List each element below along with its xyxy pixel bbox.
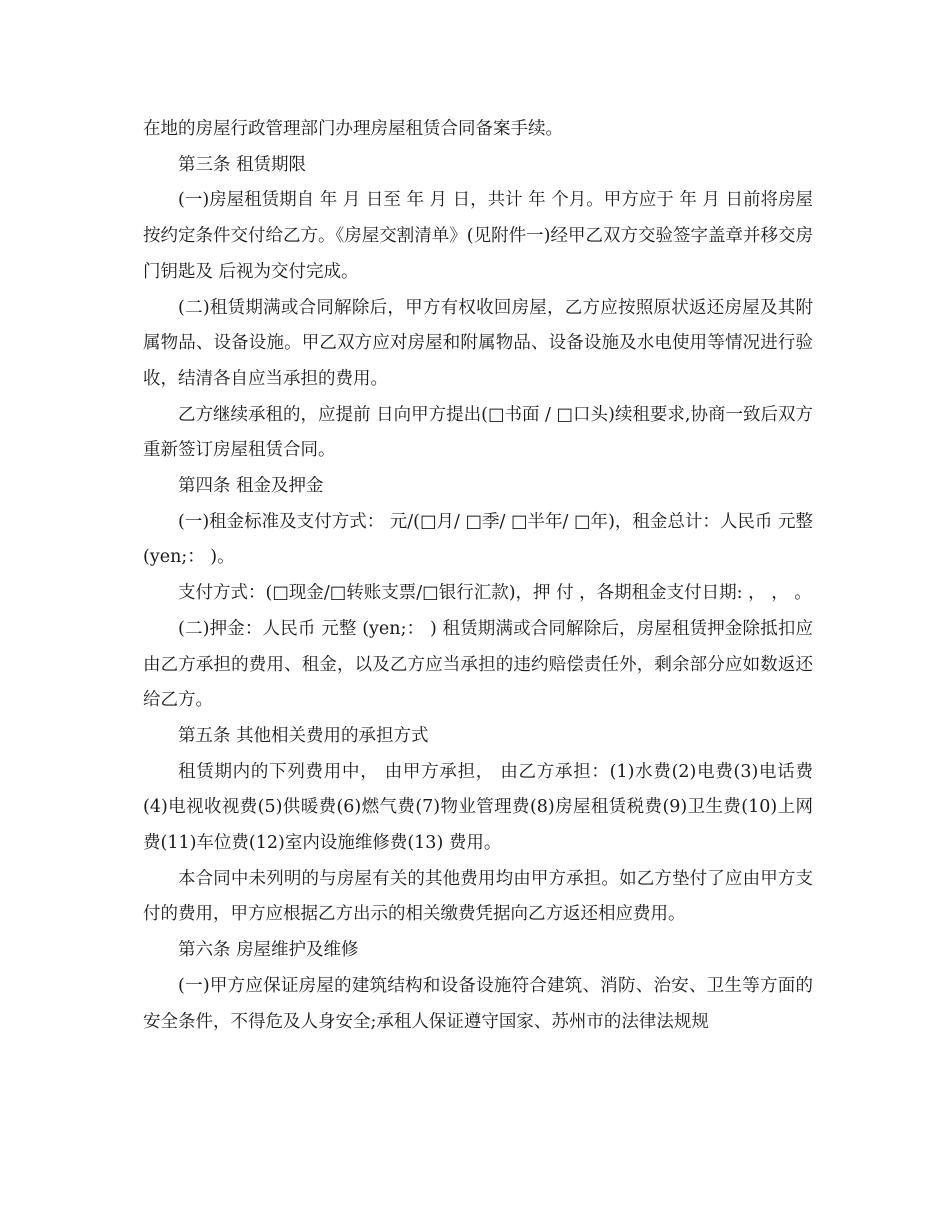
- article-5-fees-list: 租赁期内的下列费用中， 由甲方承担， 由乙方承担：(1)水费(2)电费(3)电话费(4)电视收视费(5)供暖费(6)燃气费(7)物业管理费(8)房屋租赁税费(9)卫生费(10)上网费(11)车位费(12)室内设施维修费(13) 费用。: [143, 761, 813, 854]
- continuation-paragraph: 在地的房屋行政管理部门办理房屋租赁合同备案手续。: [143, 119, 563, 139]
- article-3-renewal: 乙方继续承租的，应提前 日向甲方提出(□书面 / □口头)续租要求,协商一致后双方重新签订房屋租赁合同。: [143, 404, 813, 461]
- document-page: [143, 112, 813, 1040]
- article-6-heading: 第六条 房屋维护及维修: [178, 940, 359, 961]
- article-4-clause-2: (二)押金：人民币 元整 (yen;： ) 租赁期满或合同解除后，房屋租赁押金除抵扣应由乙方承担的费用、租金，以及乙方应当承担的违约赔偿责任外，剩余部分应如数返还给乙方。: [143, 618, 813, 711]
- article-4-heading: 第四条 租金及押金: [178, 476, 324, 497]
- article-4-clause-1: (一)租金标准及支付方式： 元/(□月/ □季/ □半年/ □年)，租金总计：人民币 元整(yen;： )。: [143, 511, 813, 568]
- article-3-clause-2: (二)租赁期满或合同解除后，甲方有权收回房屋，乙方应按照原状返还房屋及其附属物品、设备设施。甲乙双方应对房屋和附属物品、设备设施及水电使用等情况进行验收，结清各自应当承担的费用。: [143, 297, 813, 389]
- article-3-clause-1: (一)房屋租赁期自 年 月 日至 年 月 日，共计 年 个月。甲方应于 年 月 日前将房屋按约定条件交付给乙方。《房屋交割清单》(见附件一)经甲乙双方交验签字盖章并移交房门钥匙及 后视为交付完成。: [143, 190, 813, 282]
- article-5-other-fees: 本合同中未列明的与房屋有关的其他费用均由甲方承担。如乙方垫付了应由甲方支付的费用，甲方应根据乙方出示的相关缴费凭据向乙方返还相应费用。: [143, 868, 813, 925]
- article-5-heading: 第五条 其他相关费用的承担方式: [178, 725, 429, 746]
- article-6-clause-1: (一)甲方应保证房屋的建筑结构和设备设施符合建筑、消防、治安、卫生等方面的安全条件，不得危及人身安全;承租人保证遵守国家、苏州市的法律法规规: [143, 975, 813, 1032]
- article-3-heading: 第三条 租赁期限: [178, 154, 307, 175]
- article-4-payment-method: 支付方式：(□现金/□转账支票/□银行汇款)，押 付 ，各期租金支付日期: ， ， 。: [178, 583, 812, 604]
